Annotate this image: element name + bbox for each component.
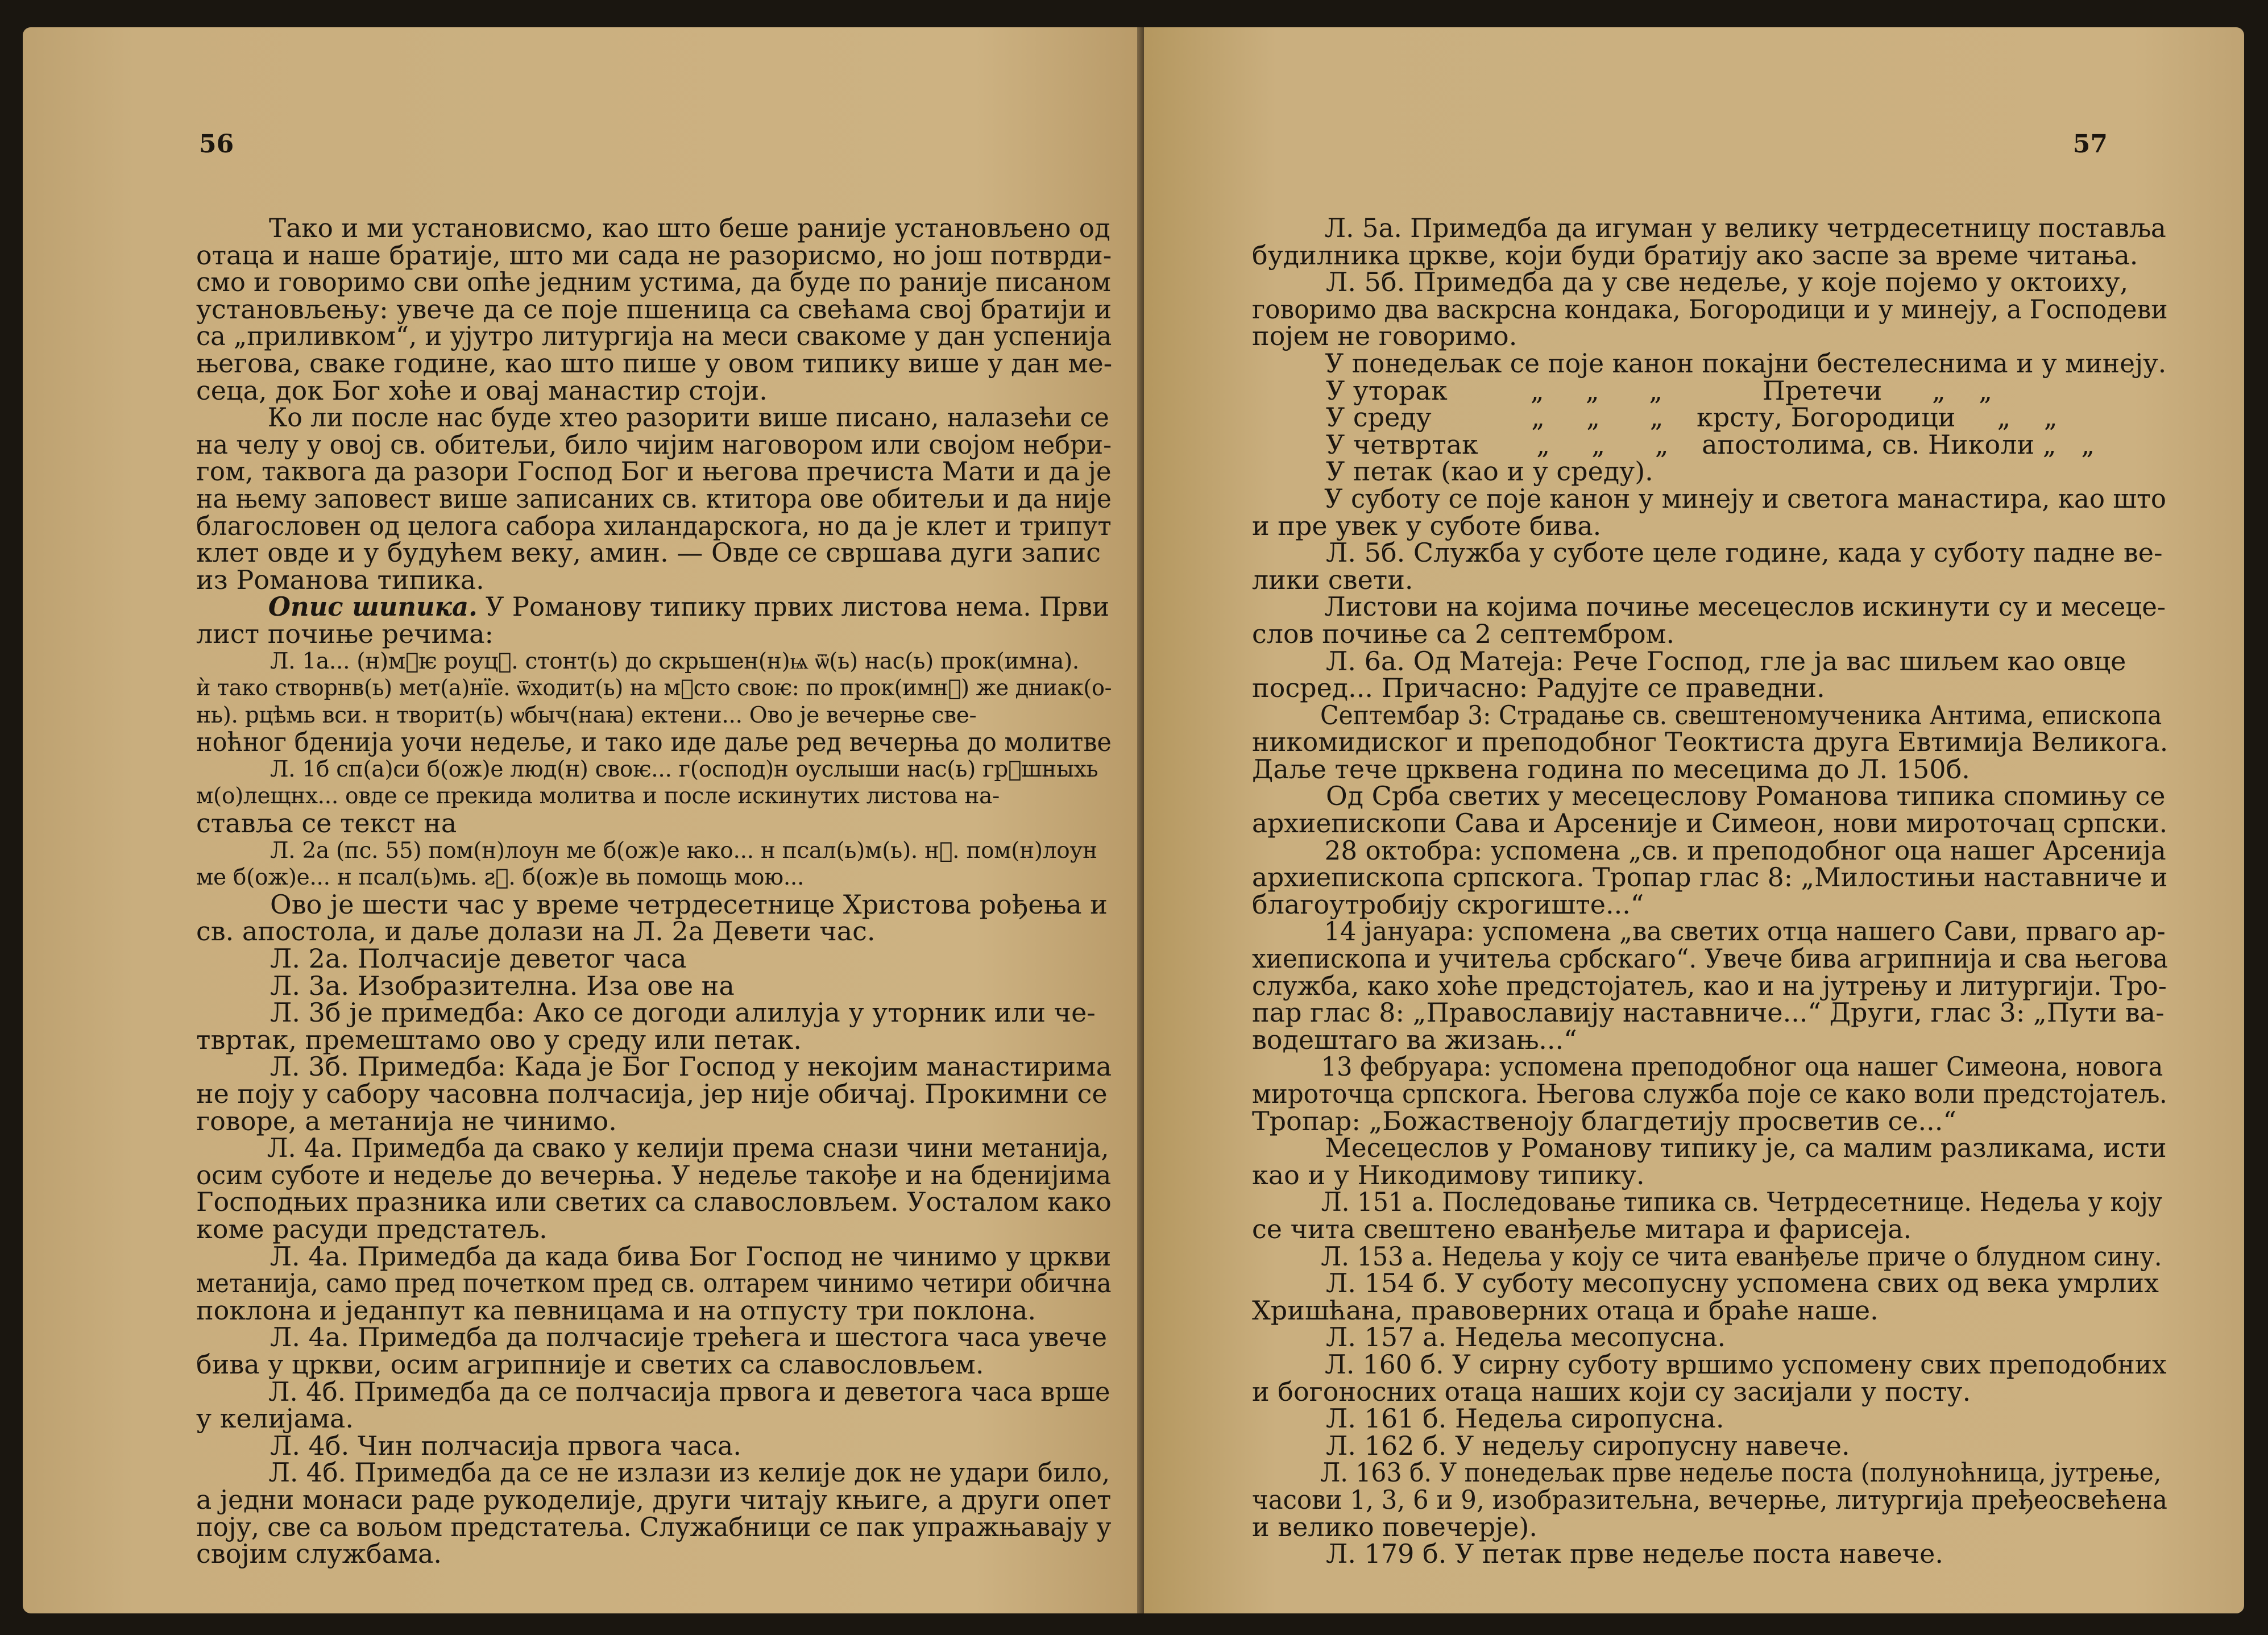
text-line: се чита свештено еванђеље митара и фарисеја. [1252,1213,1912,1244]
text-line: и пре увек у суботе бива. [1252,510,1602,541]
text-line: лист почиње речима: [196,618,494,649]
text-line: Л. 5а. Примедба да игуман у велику четрдесетницу поставља [1324,213,2166,243]
text-line: Л. 153 а. Недеља у коју се чита еванђеље приче о блудном сину. [1321,1240,2162,1272]
text-line: м(о)лещнх... овде се прекида молитва и после искинутих листова на- [196,783,1000,810]
section-heading: Опис шипика. [268,591,478,623]
text-line: из Романова типика. [196,564,484,595]
text-line: лики свети. [1252,564,1413,595]
text-line: пар глас 8: „Православију наставниче...“ Други, глас 3: „Пути ва- [1252,997,2165,1028]
text-line: и велико повечерје). [1252,1511,1537,1542]
page-number: 56 [199,130,234,159]
text-line: установљењу: увече да се поје пшеница са свећама свој братији и [196,293,1112,325]
text-line: Л. 4а. Примедба да када бива Бог Господ не чинимо у цркви [269,1240,1112,1272]
text-line: нь). рцѣмь вси. н творит(ь) ѡбыч(наꙗ) ектени... Ово је вечерње све- [196,702,977,728]
text-line: У среду „ „ „ крсту, Богородици „ „ [1326,402,2058,433]
text-line: ѝ тако створнв(ь) мет(а)нїе. ѿходит(ь) на м꙽сто своѥ: по прок(имн꙽) же дниак(о- [196,675,1112,702]
text-line: Л. 161 б. Недеља сиропусна. [1326,1403,1724,1434]
text-line: архиепископи Сава и Арсеније и Симеон, нови мироточац српски. [1252,808,2168,839]
text-line: смо и говоримо сви опће једним устима, да буде по раније писаном [196,267,1111,298]
text-line: Л. 154 б. У суботу месопусну успомена свих од века умрлих [1326,1268,2159,1299]
text-line: Л. 4а. Примедба да полчасије трећега и шестога часа увече [270,1322,1108,1353]
text-line: и богоносних отаца наших који су засијали у посту. [1252,1376,1971,1407]
text-line: Тропар: „Божаственоју благдетију просветив се...“ [1252,1105,1956,1136]
text-line: Хришћана, правоверних отаца и браће наше. [1252,1294,1879,1326]
text-line: ме б(ож)е... н псал(ь)мь. ꙅ꙽. б(ож)е вь помощь мою... [196,865,805,891]
text-line: Л. 5б. Примедба да у све недеље, у које појемо у октоиху, [1326,267,2129,298]
text-line: Л. 2а (пс. 55) пом(н)лоун ме б(ож)е ꙗко... н псал(ь)м(ь). н꙽. пом(н)лоун [270,837,1097,864]
text-line: благословен од целога сабора хиландарскога, но да је клет и трипут [196,510,1112,541]
text-line: Л. 1б сп(а)си б(ож)е люд(н) своѥ... г(оспод)н оуслыши нас(ь) гр꙽шныхь [270,756,1098,782]
page-text-left [196,215,1112,1568]
text-line: Листови на којима почиње месецеслов искинути су и месеце- [1324,591,2166,623]
text-line: ноћног бденија уочи недеље, и тако иде даље ред вечерња до молитве [196,727,1112,758]
text-line: Л. 157 а. Недеља месопусна. [1326,1322,1726,1353]
text-line: Л. 162 б. У недељу сиропусну навече. [1326,1430,1850,1461]
text-line: 28 октобра: успомена „св. и преподобног оца нашег Арсенија [1324,835,2166,866]
text-line: својим службама. [196,1538,442,1570]
text-line: поју, све са вољом предстатеља. Служабници се пак упражњавају у [196,1511,1112,1542]
text-line: У петак (као и у среду). [1326,456,1653,487]
text-line: У уторак „ „ „ Претечи „ „ [1326,375,1993,406]
text-line: Л. 4б. Примедба да се не излази из келије док не удари било, [268,1457,1110,1488]
text-line: говоримо два васкрсна кондака, Богородици и у минеју, а Господеви [1252,293,2168,325]
text-line: на челу у овој св. обитељи, било чијим наговором или својом небри- [196,429,1112,460]
text-line: Ово је шести час у време четрдесетнице Христова рођења и [270,889,1108,920]
text-line: Господњих празника или светих са славословљем. Уосталом како [196,1186,1112,1218]
text-line: говоре, а метанија не чинимо. [196,1105,617,1136]
text-line: Септембар 3: Страдање св. свештеномученика Антима, епископа [1320,699,2162,731]
text-line: Опис шипика. У Романову типику првих листова нема. Први [268,591,1110,623]
page-number: 57 [2072,130,2108,159]
text-line: Л. 4а. Примедба да свако у келији према снази чини метанија, [267,1132,1109,1164]
text-line: посред... Причасно: Радујте се праведни. [1252,673,1825,704]
text-line: ставља се текст на [196,808,457,839]
text-line: служба, како хоће предстојатељ, као и на јутрењу и литургији. Тро- [1252,970,2167,1001]
text-line: клет овде и у будућем веку, амин. — Овде се свршава дуги запис [196,537,1101,568]
text-line: осим суботе и недеље до вечерња. У недеље такође и на бденијима [196,1159,1112,1190]
text-line: водештаго ва жизањ...“ [1252,1024,1577,1055]
text-line: Месецеслов у Романову типику је, са малим разликама, исти [1325,1132,2167,1164]
text-line: У четвртак „ „ „ апостолима, св. Николи „ „ [1326,429,2095,460]
right-page [1144,27,2244,1613]
text-line: будилника цркве, који буди братију ако заспе за време читања. [1252,239,2138,271]
text-line: св. апостола, и даље долази на Л. 2а Девети час. [196,916,876,947]
left-page [23,27,1143,1613]
text-line: Л. 179 б. У петак прве недеље поста навече. [1326,1538,1943,1570]
page-text-right [1252,215,2167,1568]
text-line: Л. 4б. Чин полчасија првога часа. [270,1430,741,1461]
text-line: гом, таквога да разори Господ Бог и његова пречиста Мати и да је [196,456,1112,487]
text-line: отаца и наше братије, што ми сада не разорисмо, но још потврди- [196,239,1112,271]
text-line: Л. 6а. Од Матеја: Рече Господ, гле ја вас шиљем као овце [1326,645,2126,677]
text-line: Л. 3б је примедба: Ако се догоди алилуја у уторник или че- [270,997,1096,1028]
text-line: никомидиског и преподобног Теоктиста друга Евтимија Великога. [1252,727,2169,758]
text-line: архиепископа српскога. Тропар глас 8: „Милостињи наставниче и [1252,862,2168,893]
text-line: Од Срба светих у месецеслову Романова типика спомињу се [1326,781,2166,812]
text-line: 13 фебруара: успомена преподобног оца нашег Симеона, новога [1321,1051,2163,1082]
text-line: Л. 160 б. У сирну суботу вршимо успомену свих преподобних [1325,1348,2167,1380]
text-line: 14 јануара: успомена „ва светих отца нашего Сави, прваго ар- [1324,916,2166,947]
text-line: Ко ли после нас буде хтео разорити више писано, налазећи се [267,402,1109,433]
text-line: Л. 5б. Служба у суботе целе године, када у суботу падне ве- [1326,537,2163,568]
text-line: хиепископа и учитеља србскаго“. Увече бива агрипнија и сва његова [1252,943,2168,974]
text-line: Л. 3б. Примедба: Када је Бог Господ у некојим манастирима [269,1051,1112,1082]
text-line: са „приливком“, и ујутро литургија на меси свакоме у дан успенија [196,321,1112,352]
text-line: поклона и једанпут ка певницама и на отпусту три поклона. [196,1294,1036,1326]
text-line: бива у цркви, осим агрипније и светих са славословљем. [196,1348,984,1380]
text-line: сеца, док Бог хоће и овај манастир стоји. [196,375,768,406]
text-line: метанија, само пред почетком пред св. олтарем чинимо четири обична [196,1268,1112,1299]
text-line: часови 1, 3, 6 и 9, изобразитељна, вечерње, литургија пређеосвећена [1252,1484,2167,1515]
text-line: благоутробију скрогиште...“ [1252,889,1644,920]
text-line: Л. 3а. Изобразителна. Иза ове на [270,970,735,1001]
text-line: Тако и ми установисмо, као што беше раније установљено од [269,213,1110,243]
text-line: У суботу се поје канон у минеју и светога манастира, као што [1324,483,2167,514]
text-line: твртак, премештамо ово у среду или петак. [196,1024,802,1055]
text-line: Л. 4б. Примедба да се полчасија првога и деветога часа врше [268,1376,1110,1407]
text-line: не поју у сабору часовна полчасија, јер није обичај. Прокимни се [196,1078,1108,1109]
text-line: у келијама. [196,1403,354,1434]
text-line: појем не говоримо. [1252,321,1517,352]
text-line: У понедељак се поје канон покајни бестелеснима и у минеју. [1325,347,2167,379]
text-line: Л. 2а. Полчасије деветог часа [270,943,687,974]
text-line: мироточца српскога. Његова служба поје се како воли предстојатељ. [1252,1078,2167,1109]
text-line: на њему заповест више записаних св. ктитора ове обитељи и да није [196,483,1112,514]
text-line: а једни монаси раде рукоделије, други читају књиге, а други опет [196,1484,1112,1515]
text-line: коме расуди предстатељ. [196,1213,548,1244]
text-line: Л. 151 а. Последовање типика св. Четрдесетнице. Недеља у коју [1321,1186,2163,1218]
text-line: Даље тече црквена година по месецима до Л. 150б. [1252,753,1970,785]
text-line: Л. 1а... (н)м꙽ѥ роуц꙽. стонт(ь) до скрьшен(н)ѩ ѿ(ь) нас(ь) прок(имна). [270,648,1079,674]
text-line: Л. 163 б. У понедељак прве недеље поста (полуноћница, јутрење, [1320,1457,2162,1488]
text-line: његова, сваке године, као што пише у овом типику више у дан ме- [196,347,1113,379]
text-line: као и у Никодимову типику. [1252,1159,1645,1190]
text-line: слов почиње са 2 септембром. [1252,618,1675,649]
